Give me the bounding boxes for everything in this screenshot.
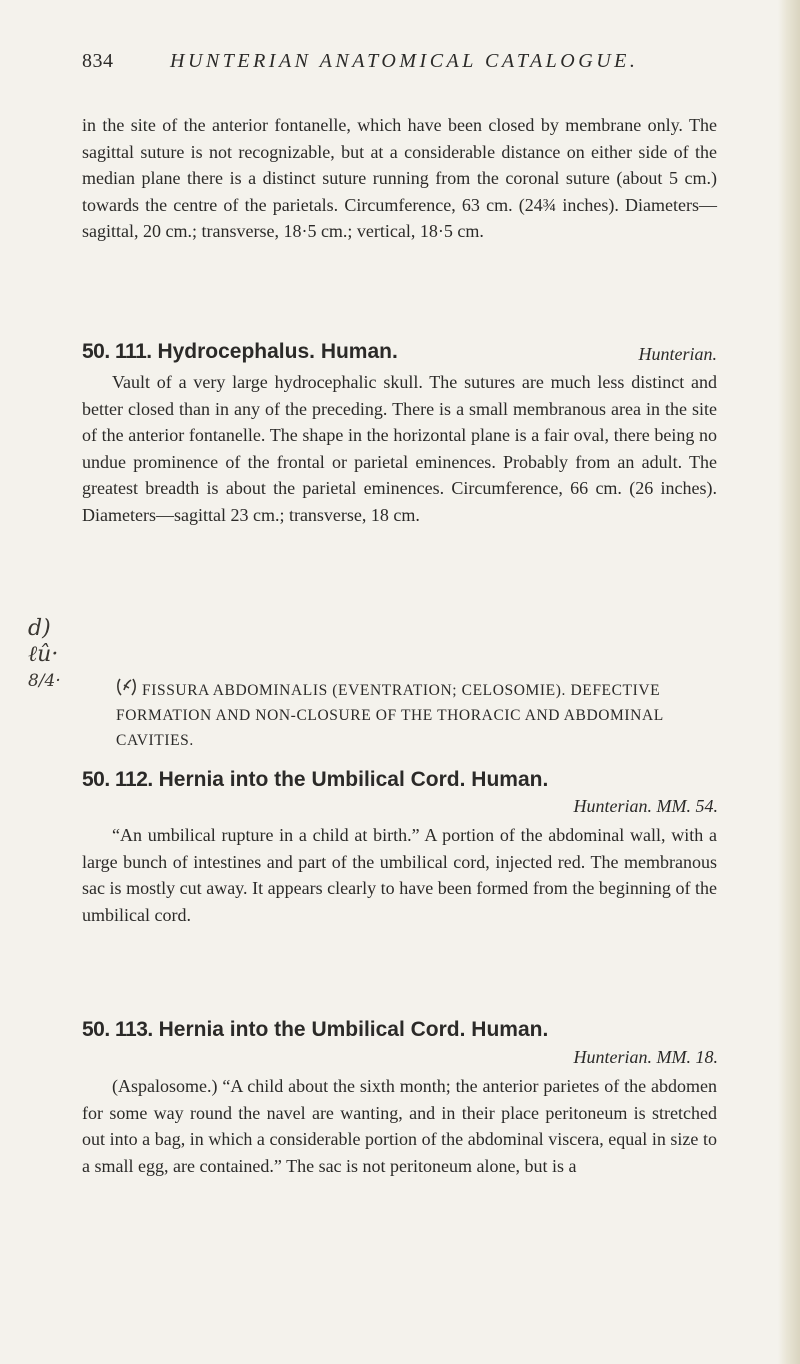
section-heading: [116, 673, 726, 753]
entry-number: 50. 113.: [82, 1018, 153, 1041]
entry-number: 50. 111.: [82, 340, 152, 363]
page-number: 834: [82, 50, 114, 72]
entry-collection: Hunterian.: [638, 344, 717, 364]
entry-body-text: “An umbilical rupture in a child at birth.” A portion of the abdominal wall, with a large bunch of intestines and part of the umbilical cord, injected red. The membranous sac is mostly cut away. It appears clearly to have been formed from the beginning of the umbilical cord.: [82, 825, 717, 925]
page-header: [82, 50, 722, 80]
handwritten-mark-icon: [116, 676, 138, 698]
continuation-text: in the site of the anterior fontanelle, which have been closed by membrane only. The sagittal suture is not recognizable, but at a considerable distance on either side of the median plane there is a distinct suture running from the coronal suture (about 5 cm.) towards the centre of the parietals. Circumference, 63 cm. (24¾ inches). Diameters—sagittal, 20 cm.; transverse, 18·5 cm.; vertical, 18·5 cm.: [82, 115, 717, 242]
entry-body-text: Vault of a very large hydrocephalic skull. The sutures are much less distinct and better closed than in any of the preceding. There is a small membranous area in the site of the anterior fontanelle. The shape in the horizontal plane is a fair oval, there being no undue prominence of the frontal or parietal eminences. Probably from an adult. The greatest breadth is about the parietal eminences. Circumference, 66 cm. (26 inches). Diameters—sagittal 23 cm.; transverse, 18 cm.: [82, 372, 717, 525]
entry-body-50-111: [82, 369, 717, 529]
margin-note-line: 8/4·: [28, 671, 61, 691]
entry-body-50-113: [82, 1073, 717, 1179]
margin-note-line: ℓû·: [28, 642, 59, 667]
page-edge-shading: [778, 0, 800, 1364]
entry-collection: Hunterian. MM. 18.: [573, 1047, 718, 1067]
entry-title: Hydrocephalus. Human.: [157, 340, 398, 363]
continuation-paragraph: [82, 112, 717, 245]
entry-title: Hernia into the Umbilical Cord. Human.: [158, 768, 549, 791]
margin-note-line: d): [28, 616, 51, 641]
entry-title: Hernia into the Umbilical Cord. Human.: [158, 1018, 549, 1041]
entry-collection: Hunterian. MM. 54.: [573, 796, 718, 816]
margin-handwriting: [28, 616, 61, 694]
running-title: HUNTERIAN ANATOMICAL CATALOGUE.: [170, 50, 639, 72]
entry-heading-50-111: [82, 338, 717, 366]
entry-number: 50. 112.: [82, 768, 153, 791]
entry-body-50-112: [82, 822, 717, 928]
entry-body-text: (Aspalosome.) “A child about the sixth month; the anterior parietes of the abdomen for some way round the navel are wanting, and in their place peritoneum is stretched out into a bag, in which a considerable portion of the abdominal viscera, equal in size to a small egg, are contained.” The sac is not peritoneum alone, but is a: [82, 1076, 717, 1176]
section-heading-text: FISSURA ABDOMINALIS (EVENTRATION; CELOSOMIE). DEFECTIVE FORMATION AND NON-CLOSURE OF THE THORACIC AND ABDOMINAL CAVITIES.: [116, 682, 664, 749]
entry-heading-50-113: [82, 1016, 717, 1044]
entry-heading-50-112: [82, 766, 717, 794]
